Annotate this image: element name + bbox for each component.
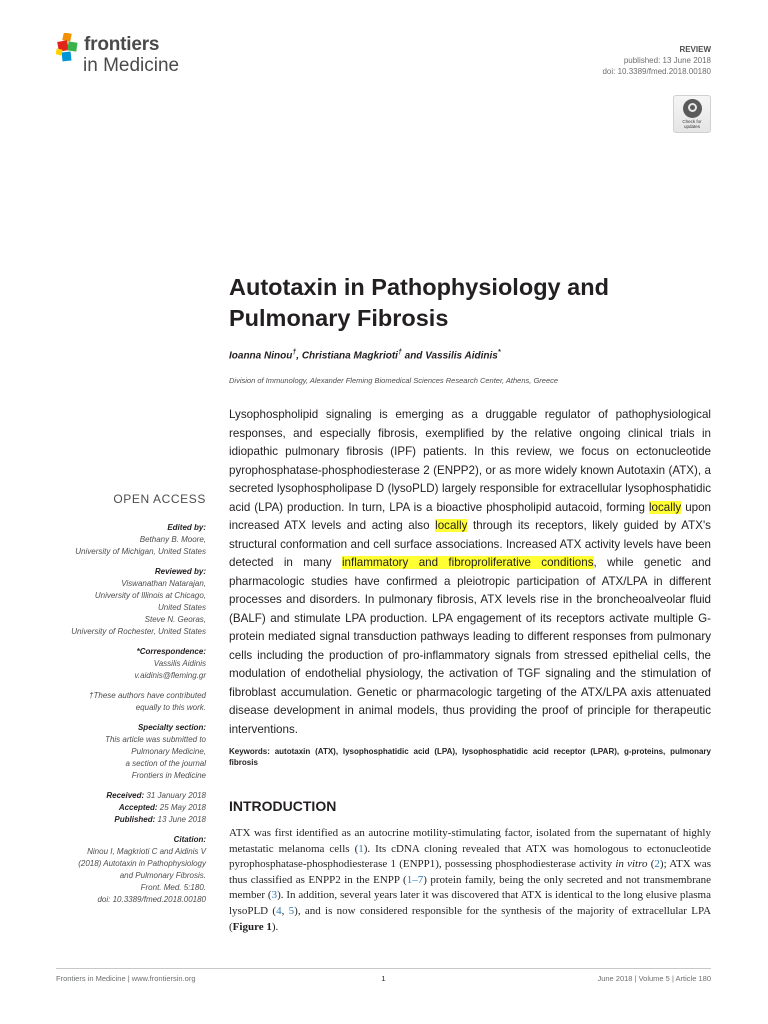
reference-link[interactable]: 5 [288, 904, 295, 917]
reference-link[interactable]: 1–7 [406, 873, 424, 886]
page-footer [56, 968, 711, 983]
article-info-sidebar [26, 492, 206, 906]
reviewer-line: University of Rochester, United States [71, 627, 206, 636]
edited-by-heading: Edited by: [167, 523, 206, 532]
author-name[interactable]: Christiana Magkrioti [301, 350, 398, 362]
author-list: Ioanna Ninou†, Christiana Magkrioti† and Vassilis Aidinis* [229, 349, 501, 362]
article-type: REVIEW [679, 45, 711, 54]
equal-contribution-note: equally to this work. [135, 703, 206, 712]
citation-line: Front. Med. 5:180. [140, 883, 206, 892]
page-number: 1 [381, 974, 386, 983]
specialty-line: a section of the journal [125, 759, 206, 768]
journal-logo[interactable] [56, 33, 186, 83]
figure-link[interactable]: Figure 1 [232, 920, 272, 933]
open-access-label: OPEN ACCESS [113, 492, 206, 506]
keywords: Keywords: autotaxin (ATX), lysophosphatidic acid (LPA), lysophosphatidic acid receptor (LPAR), g-proteins, pulmonary fibrosis [229, 747, 711, 767]
frontiers-logo-icon [56, 33, 82, 63]
correspondence-email[interactable]: v.aidinis@fleming.gr [134, 671, 206, 680]
citation-line: and Pulmonary Fibrosis. [119, 871, 206, 880]
reference-link[interactable]: 1 [358, 842, 364, 855]
bookmark-icon [683, 99, 702, 118]
reference-link[interactable]: 4 [276, 904, 282, 917]
footer-journal-link[interactable]: Frontiers in Medicine | www.frontiersin.org [56, 974, 196, 983]
specialty-line: Pulmonary Medicine, [131, 747, 206, 756]
citation-line: (2018) Autotaxin in Pathophysiology [78, 859, 206, 868]
introduction-paragraph: ATX was first identified as an autocrine motility-stimulating factor, isolated from the supernatant of highly metastatic melanoma cells (1). Its cDNA cloning revealed that ATX was homologous to ectonucleotide pyrophosphatase-phosphodiesterase 1 (ENPP1), possessing phosphodiesterase activity in vitro (2); ATX was thus classified as ENPP2 in the ENPP (1–7) protein family, being the only secreted and not transmembrane member (3). In addition, several years later it was discovered that ATX is identical to the long elusive plasma lysoPLD (4, 5), and is now considered responsible for the synthesis of the majority of extracellular LPA (Figure 1). [229, 827, 712, 933]
published-date: published: 13 June 2018 [623, 56, 711, 65]
citation-heading: Citation: [173, 835, 206, 844]
section-heading-introduction: INTRODUCTION [229, 798, 337, 814]
accepted-date: Accepted: 25 May 2018 [118, 803, 206, 812]
reviewed-by-heading: Reviewed by: [154, 567, 206, 576]
correspondence-heading: *Correspondence: [136, 647, 206, 656]
citation-line: Ninou I, Magkrioti C and Aidinis V [87, 847, 206, 856]
logo-wordmark-frontiers: frontiers [84, 34, 160, 55]
author-name[interactable]: Vassilis Aidinis [425, 350, 498, 362]
highlighted-text[interactable]: inflammatory and fibroproliferative conditions [341, 556, 594, 569]
received-date: Received: 31 January 2018 [106, 791, 206, 800]
abstract: Lysophospholipid signaling is emerging as a druggable regulator of pathophysiological responses, and especially fibrosis, exemplified by the relative ongoing clinical trials in idiopathic pulmonary fibrosis (IPF) patients. In this review, we focus on ectonucleotide pyrophosphatase-phosphodiesterase 2 (ENPP2), or as more widely known Autotaxin (ATX), a secreted lysophospholipase D (lysoPLD) largely responsible for extracellular lysophosphatidic acid (LPA) production. In turn, LPA is a bioactive phospholipid autacoid, forming locally upon increased ATX levels and acting also locally through its receptors, likely guided by ATX's structural conformation and cell surface associations. Increased ATX activity levels have been detected in many inflammatory and fibroproliferative conditions, while genetic and pharmacologic studies have confirmed a pleiotropic participation of ATX/LPA in different processes and disorders. In pulmonary fibrosis, ATX levels rise in the broncheoalveolar fluid (BALF) and stimulate LPA production. LPA engagement of its receptors activate multiple G-protein mediated signal transduction pathways leading to different responses from pulmonary cells including the production of pro-inflammatory signals from stressed epithelial cells, the modulation of endothelial physiology, the activation of TGF signaling and the stimulation of fibroblast accumulation. Genetic or pharmacologic targeting of the ATX/LPA axis attenuated disease development in animal models, thus providing the proof of principle for therapeutic interventions. [229, 408, 711, 736]
author-name[interactable]: Ioanna Ninou [229, 350, 293, 362]
footer-issue-info: June 2018 | Volume 5 | Article 180 [597, 974, 711, 983]
check-for-updates-button[interactable] [673, 95, 711, 133]
reviewer-line: Steve N. Georas, [144, 615, 206, 624]
affiliation: Division of Immunology, Alexander Fleming Biomedical Sciences Research Center, Athens, Greece [229, 376, 559, 385]
published-date-sidebar: Published: 13 June 2018 [114, 815, 206, 824]
logo-wordmark-journal: in Medicine [83, 55, 180, 76]
editor-name: Bethany B. Moore, [139, 535, 206, 544]
doi[interactable]: doi: 10.3389/fmed.2018.00180 [602, 67, 711, 76]
specialty-line: Frontiers in Medicine [131, 771, 206, 780]
check-for-updates-label: Check for updates [682, 119, 702, 129]
editor-affiliation: University of Michigan, United States [75, 547, 206, 556]
reviewer-line: United States [157, 603, 206, 612]
reviewer-line: University of Illinois at Chicago, [94, 591, 206, 600]
reviewer-line: Viswanathan Natarajan, [121, 579, 206, 588]
specialty-section-heading: Specialty section: [137, 723, 206, 732]
article-meta [602, 44, 711, 77]
reference-link[interactable]: 2 [654, 858, 660, 871]
highlighted-text[interactable]: locally [648, 500, 682, 514]
specialty-line: This article was submitted to [105, 735, 206, 744]
article-title: Autotaxin in Pathophysiology and Pulmonary Fibrosis [229, 274, 609, 331]
correspondence-name: Vassilis Aidinis [153, 659, 206, 668]
citation-doi[interactable]: doi: 10.3389/fmed.2018.00180 [97, 895, 206, 904]
reference-link[interactable]: 3 [271, 889, 278, 902]
highlighted-text[interactable]: locally [435, 519, 468, 532]
equal-contribution-note: †These authors have contributed [89, 691, 206, 700]
